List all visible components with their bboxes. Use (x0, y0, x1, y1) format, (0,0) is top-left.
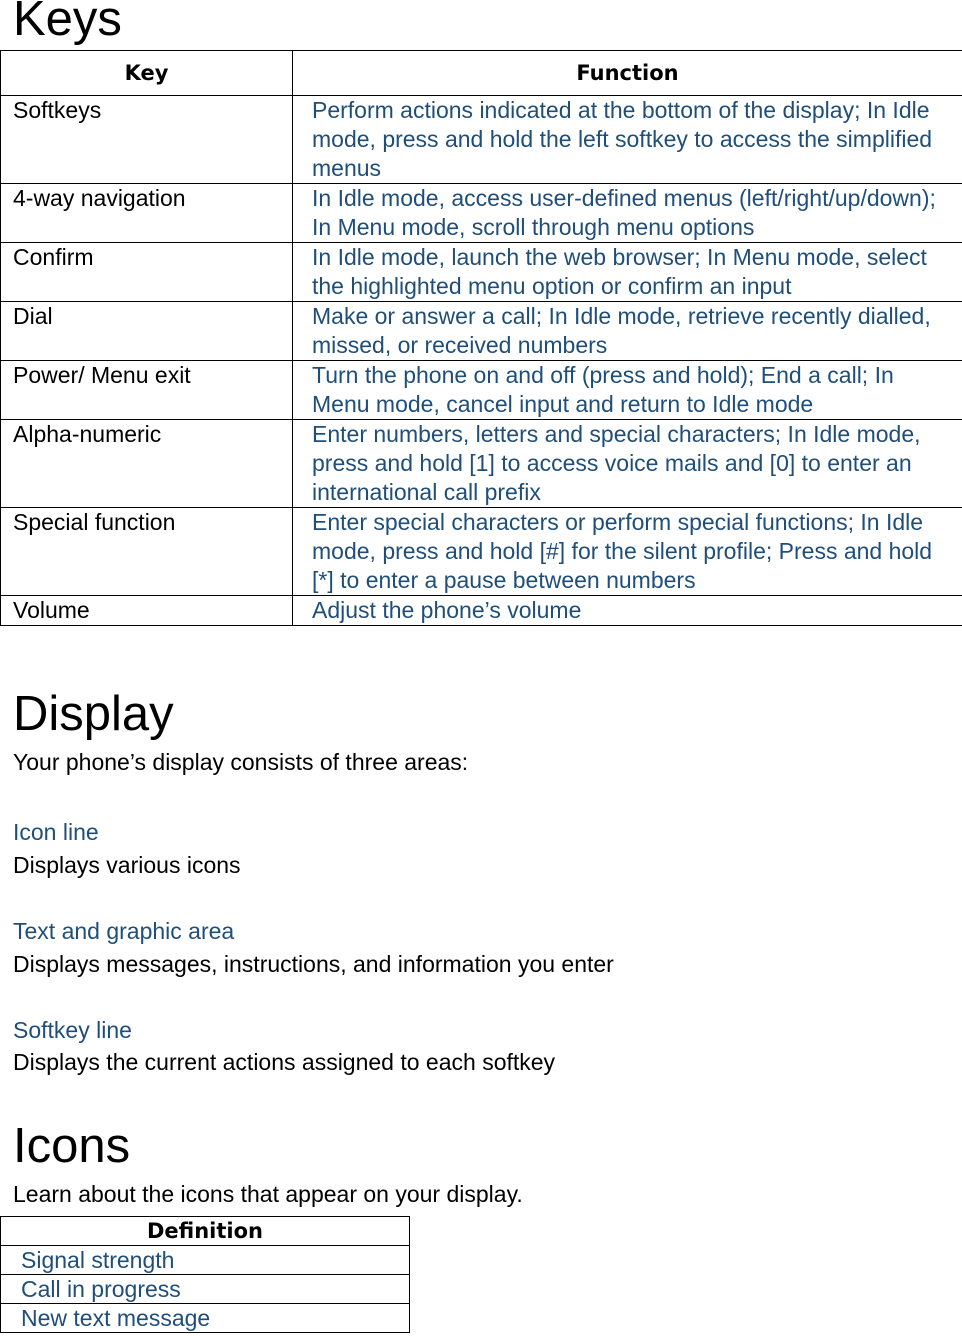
key-cell: Special function (1, 508, 293, 596)
key-cell: Power/ Menu exit (1, 361, 293, 420)
table-row (1, 420, 962, 508)
definition-cell: Signal strength (1, 1246, 410, 1275)
key-cell: Softkeys (1, 96, 293, 184)
key-cell: Confirm (1, 243, 293, 302)
icons-table (0, 1216, 410, 1333)
keys-table (0, 50, 962, 626)
column-header-key: Key (1, 51, 293, 96)
table-row (1, 361, 962, 420)
softkey-line-title: Softkey line (13, 1017, 132, 1043)
table-row (1, 302, 962, 361)
function-cell: Adjust the phone’s volume (293, 596, 962, 626)
function-cell: Enter numbers, letters and special characters; In Idle mode, press and hold [1] to access voice mails and [0] to enter an international call prefix (293, 420, 962, 508)
table-row (1, 596, 962, 626)
icons-heading: Icons (13, 1119, 131, 1173)
keys-heading: Keys (13, 0, 122, 46)
table-row (1, 1304, 410, 1333)
text-graphic-area-description: Displays messages, instructions, and information you enter (13, 951, 614, 977)
keys-table-header-row (1, 51, 962, 96)
column-header-function: Function (293, 51, 962, 96)
column-header-definition: Definition (1, 1217, 410, 1246)
function-cell: Make or answer a call; In Idle mode, retrieve recently dialled, missed, or received numbers (293, 302, 962, 361)
key-cell: 4-way navigation (1, 184, 293, 243)
table-row (1, 1275, 410, 1304)
function-cell: Enter special characters or perform special functions; In Idle mode, press and hold [#] for the silent profile; Press and hold [*] to enter a pause between numbers (293, 508, 962, 596)
function-cell: In Idle mode, access user-defined menus (left/right/up/down); In Menu mode, scroll through menu options (293, 184, 962, 243)
table-row (1, 243, 962, 302)
display-heading: Display (13, 687, 174, 741)
key-cell: Volume (1, 596, 293, 626)
icons-intro: Learn about the icons that appear on your display. (13, 1181, 523, 1207)
function-cell: Perform actions indicated at the bottom of the display; In Idle mode, press and hold the left softkey to access the simplified menus (293, 96, 962, 184)
text-graphic-area-title: Text and graphic area (13, 918, 235, 944)
table-row (1, 96, 962, 184)
key-cell: Alpha-numeric (1, 420, 293, 508)
icon-line-title: Icon line (13, 819, 99, 845)
softkey-line-description: Displays the current actions assigned to each softkey (13, 1049, 556, 1075)
definition-cell: Call in progress (1, 1275, 410, 1304)
definition-cell: New text message (1, 1304, 410, 1333)
table-row (1, 184, 962, 243)
key-cell: Dial (1, 302, 293, 361)
display-intro: Your phone’s display consists of three areas: (13, 749, 469, 775)
function-cell: In Idle mode, launch the web browser; In Menu mode, select the highlighted menu option or confirm an input (293, 243, 962, 302)
icons-table-header-row (1, 1217, 410, 1246)
function-cell: Turn the phone on and off (press and hold); End a call; In Menu mode, cancel input and return to Idle mode (293, 361, 962, 420)
table-row (1, 508, 962, 596)
table-row (1, 1246, 410, 1275)
icon-line-description: Displays various icons (13, 852, 241, 878)
